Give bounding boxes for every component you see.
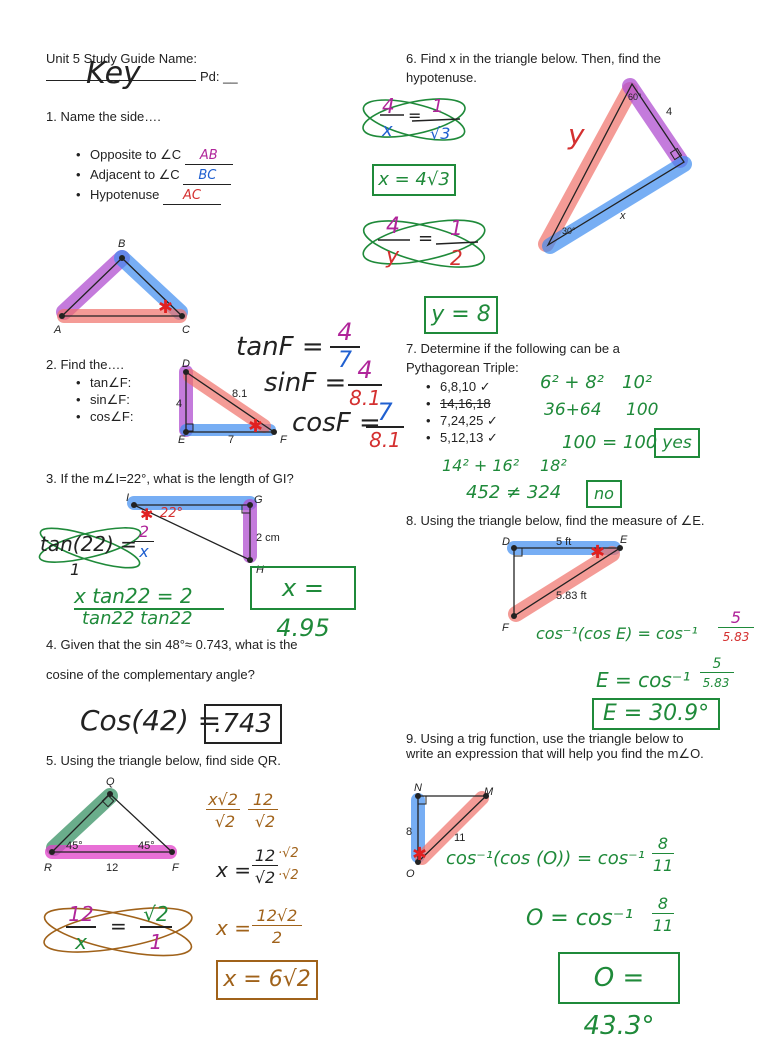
q8-work-line1: cos⁻¹(cos E) = cos⁻¹	[536, 624, 698, 643]
q9-frac1-num: 8	[652, 834, 674, 854]
q6-angle-60: 60°	[628, 92, 642, 102]
q2-prompt: 2. Find the….	[46, 357, 125, 372]
q2-sin-label: sinF =	[264, 368, 347, 398]
q5-vertex-q: Q	[106, 776, 115, 788]
q7-no-box	[586, 480, 622, 508]
q5-w-mult2: ·√2	[278, 868, 299, 883]
q5-w-x2: x =	[216, 916, 251, 940]
q8-vertex-d: D	[502, 536, 510, 548]
q2-cos-num: 7	[366, 398, 404, 428]
q6-side-4: 4	[666, 106, 673, 118]
q9-vertex-o: O	[406, 868, 415, 880]
q8-vertex-f: F	[502, 622, 509, 634]
q6-w2-num2: 1	[450, 216, 463, 240]
q7-item: • 5,12,13 ✓	[422, 429, 498, 446]
q1-item-label: Adjacent to ∠C	[90, 167, 180, 182]
q6-w2-den1: y	[386, 244, 400, 269]
q1-vertex-b: B	[118, 238, 126, 250]
q3-angle-label: 22°	[160, 506, 184, 521]
q1-answer: AB	[185, 147, 233, 165]
q7-w-equal: 100 = 100	[562, 432, 658, 453]
q9-side-no: 8	[406, 826, 413, 838]
q3-work-line2: tan22 tan22	[82, 608, 193, 629]
q8-answer: E = 30.9°	[602, 701, 710, 726]
q3-answer: x = 4.95	[276, 574, 330, 642]
q3-work-line1: x tan22 = 2	[74, 584, 224, 610]
q6-w1-eq: =	[408, 106, 422, 125]
q6-prompt-line2: hypotenuse.	[406, 70, 477, 85]
q6-x-answer: x = 4√3	[378, 169, 450, 190]
svg-text:✱: ✱	[158, 297, 174, 317]
q2-list	[72, 374, 133, 425]
q3-vertex-g: G	[254, 494, 263, 506]
worksheet-title: Unit 5 Study Guide Name:	[46, 51, 198, 66]
q7-w-100: 100	[626, 400, 659, 420]
q5-w-den1: √2	[214, 812, 236, 831]
q2-triangle	[183, 369, 277, 436]
period-label: Pd: __	[200, 69, 238, 84]
q5-side-rf: 12	[106, 862, 119, 874]
q7-item: • 7,24,25 ✓	[422, 412, 498, 429]
q5-vertex-f: F	[172, 862, 179, 874]
q8-work-line2: E = cos⁻¹	[596, 668, 691, 692]
q5-w-num2: 12	[248, 790, 278, 810]
q8-side-ef: 5.83 ft	[556, 590, 587, 602]
q2-tan-den: 7	[338, 348, 352, 373]
q8-prompt: 8. Using the triangle below, find the measure of ∠E.	[406, 513, 705, 528]
q2-vertex-e: E	[178, 434, 186, 446]
q5-ratio-eq: =	[110, 914, 127, 938]
q5-angle-f: 45°	[138, 840, 155, 852]
q6-x-answer-box	[372, 164, 456, 196]
q4-answer-box	[204, 704, 282, 744]
q2-item: • tan∠F:	[72, 374, 133, 391]
q6-w1-num1: 4	[382, 94, 395, 118]
q5-answer: x = 6√2	[223, 967, 311, 992]
q8-frac2-num: 5	[700, 656, 734, 673]
q3-vertex-i: I	[126, 492, 130, 504]
q8-triangle	[511, 542, 623, 619]
q6-y-answer: y = 8	[431, 302, 491, 327]
q9-answer: O = 43.3°	[583, 963, 655, 1041]
q3-tan-expr: tan(22) =	[40, 532, 137, 556]
q4-answer: .743	[214, 709, 272, 739]
q6-side-x: x	[620, 210, 626, 222]
q6-w1-den1: x	[382, 120, 393, 141]
q3-work-num: 2	[134, 522, 154, 542]
q2-sin-den: 8.1	[349, 386, 381, 410]
q5-ratio-num2: √2	[140, 902, 172, 928]
q2-vertex-d: D	[182, 358, 190, 370]
svg-text:✱: ✱	[590, 542, 606, 562]
q8-frac2-den: 5.83	[702, 676, 730, 690]
q7-list	[422, 378, 498, 446]
q1-item-label: Opposite to ∠C	[90, 147, 182, 162]
q6-w1-den2: √3	[430, 124, 451, 143]
q7-w-sum: 6² + 8²	[540, 372, 604, 393]
q5-w-x1: x =	[216, 858, 251, 882]
svg-text:✱: ✱	[412, 844, 428, 864]
q9-work-line2: O = cos⁻¹	[526, 906, 634, 931]
q2-cos-den: 8.1	[369, 428, 401, 452]
q1-vertex-c: C	[182, 324, 190, 336]
q5-vertex-r: R	[44, 862, 52, 874]
svg-text:✱: ✱	[140, 507, 154, 524]
q7-no: no	[594, 484, 614, 503]
q7-w-c2: 10²	[622, 372, 653, 393]
q1-triangle	[59, 255, 185, 319]
q6-y-answer-box	[424, 296, 498, 334]
q6-angle-30: 30°	[562, 226, 576, 236]
q6-w2-num1: 4	[386, 214, 400, 239]
q6-prompt-line1: 6. Find x in the triangle below. Then, find the	[406, 51, 661, 66]
q5-ratio-den1: x	[75, 930, 87, 954]
q7-w-36-64: 36+64	[544, 400, 602, 420]
q9-frac2-den: 11	[652, 916, 674, 935]
q2-tan-num: 4	[330, 318, 360, 348]
q5-w-den4: 2	[271, 928, 283, 947]
svg-text:✱: ✱	[248, 416, 264, 436]
q8-vertex-e: E	[620, 534, 628, 546]
q9-vertex-m: M	[484, 786, 494, 798]
q5-w-den3: √2	[254, 868, 276, 887]
q5-w-num3: 12	[252, 846, 278, 866]
q7-w-neq: 452 ≠ 324	[466, 482, 562, 503]
q6-w1-num2: 1	[432, 96, 444, 117]
q4-prompt-line2: cosine of the complementary angle?	[46, 667, 255, 682]
q4-work: Cos(42) =	[80, 704, 222, 737]
q7-yes: yes	[662, 433, 692, 453]
q2-side-df: 8.1	[232, 388, 248, 400]
q7-yes-box	[654, 428, 700, 458]
q9-vertex-n: N	[414, 782, 422, 794]
q9-frac1-den: 11	[652, 856, 674, 875]
q3-work-one: 1	[70, 560, 81, 579]
q6-w2-eq: =	[418, 228, 434, 249]
q2-side-ef: 7	[228, 434, 235, 446]
q7-w-sum2: 14² + 16²	[442, 456, 520, 475]
q9-frac2-num: 8	[652, 894, 674, 914]
q8-side-de: 5 ft	[556, 536, 572, 548]
q6-w2-den2: 2	[450, 246, 463, 270]
q9-prompt-line2: write an expression that will help you find the m∠O.	[406, 746, 704, 761]
q5-w-den2: √2	[254, 812, 276, 831]
q8-answer-box	[592, 698, 720, 730]
q7-item: • 14,16,18	[422, 395, 498, 412]
q5-ratio-den2: 1	[149, 930, 163, 954]
q5-w-mult1: ·√2	[278, 846, 299, 861]
q5-w-num1: x√2	[206, 790, 240, 810]
q3-prompt: 3. If the m∠I=22°, what is the length of GI?	[46, 471, 294, 486]
q1-prompt: 1. Name the side….	[46, 109, 161, 124]
name-handwritten: Key	[86, 56, 141, 91]
q5-ratio-num1: 12	[66, 902, 96, 928]
q1-answer: AC	[163, 187, 221, 205]
q9-prompt-line1: 9. Using a trig function, use the triangle below to	[406, 731, 684, 746]
q3-answer-box	[250, 566, 356, 642]
q5-answer-box	[216, 960, 318, 1000]
q9-side-om: 11	[454, 832, 466, 844]
q1-item-label: Hypotenuse	[90, 187, 160, 202]
q9-answer-box	[558, 952, 680, 1041]
q2-sin-num: 4	[348, 356, 382, 386]
q1-answer: BC	[183, 167, 231, 185]
q7-item: • 6,8,10 ✓	[422, 378, 498, 395]
q3-work-den: x	[139, 542, 149, 561]
q2-cos-label: cosF =	[292, 408, 381, 438]
q2-side-de: 4	[176, 398, 183, 410]
q8-frac1-num: 5	[718, 608, 754, 628]
q3-vertex-h: H	[256, 564, 264, 576]
q9-work-line1: cos⁻¹(cos (O)) = cos⁻¹	[446, 848, 645, 869]
q2-vertex-f: F	[280, 434, 287, 446]
q6-triangle	[546, 84, 684, 246]
q5-prompt: 5. Using the triangle below, find side QR.	[46, 753, 281, 768]
q8-frac1-den: 5.83	[722, 630, 750, 644]
q2-tan-label: tanF =	[236, 332, 324, 362]
q3-side-label: 2 cm	[256, 532, 280, 544]
q5-w-num4: 12√2	[252, 906, 302, 926]
q1-vertex-a: A	[54, 324, 62, 336]
q6-side-y: y	[568, 118, 585, 151]
q2-item: • sin∠F:	[72, 391, 133, 408]
q2-item: • cos∠F:	[72, 408, 133, 425]
q7-prompt-line2: Pythagorean Triple:	[406, 360, 519, 375]
q7-w-c2b: 18²	[540, 456, 567, 475]
q4-prompt-line1: 4. Given that the sin 48°≈ 0.743, what is the	[46, 637, 298, 652]
q7-prompt-line1: 7. Determine if the following can be a	[406, 341, 620, 356]
q5-angle-r: 45°	[66, 840, 83, 852]
